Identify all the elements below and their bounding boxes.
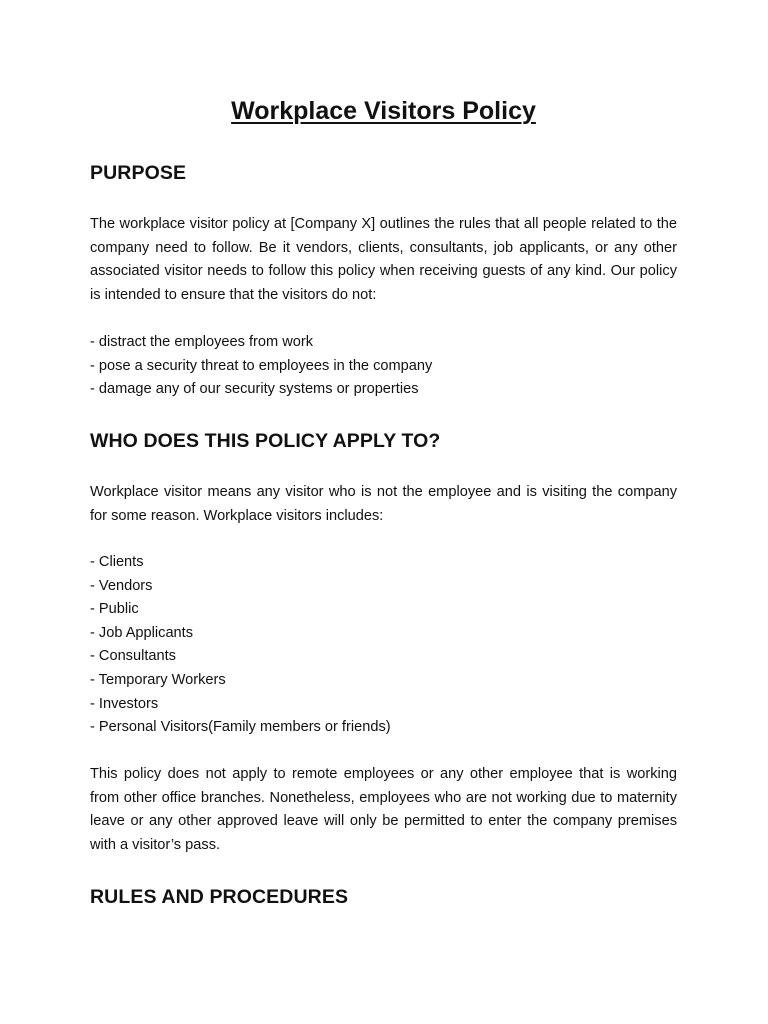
list-item: - distract the employees from work (90, 334, 314, 350)
applies-to-paragraph: Workplace visitor means any visitor who is not the employee and is visiting the company for some reason. Workplace visitors includes: (90, 484, 677, 524)
applies-to-heading: WHO DOES THIS POLICY APPLY TO? (90, 430, 441, 452)
list-item: - Clients (90, 554, 144, 570)
list-item: - Job Applicants (90, 624, 194, 641)
list-item: - Investors (90, 695, 159, 712)
list-item: - Temporary Workers (90, 671, 226, 688)
list-item: - Personal Visitors(Family members or friends) (90, 719, 391, 736)
document-title: Workplace Visitors Policy (231, 97, 536, 125)
purpose-heading: PURPOSE (90, 162, 187, 184)
list-item: - Public (90, 601, 139, 618)
list-item: - Vendors (90, 577, 153, 594)
exclusions-paragraph: This policy does not apply to remote employees or any other employee that is working from other office branches. Nonetheless, employees who are not working due to maternity leave or any other approved leave will only be permitted to enter the company premises with a visitor’s pass. (90, 766, 677, 853)
purpose-list (90, 331, 677, 402)
list-item: - Consultants (90, 648, 176, 665)
visitor-types-list (90, 551, 677, 740)
rules-heading: RULES AND PROCEDURES (90, 886, 349, 908)
list-item: - pose a security threat to employees in the company (90, 357, 433, 374)
list-item: - damage any of our security systems or properties (90, 381, 419, 398)
purpose-paragraph: The workplace visitor policy at [Company X] outlines the rules that all people related to the company need to follow. Be it vendors, clients, consultants, job applicants, or any other associated visitor needs to follow this policy when receiving guests of any kind. Our policy is intended to ensure that the visitors do not: (90, 216, 677, 303)
